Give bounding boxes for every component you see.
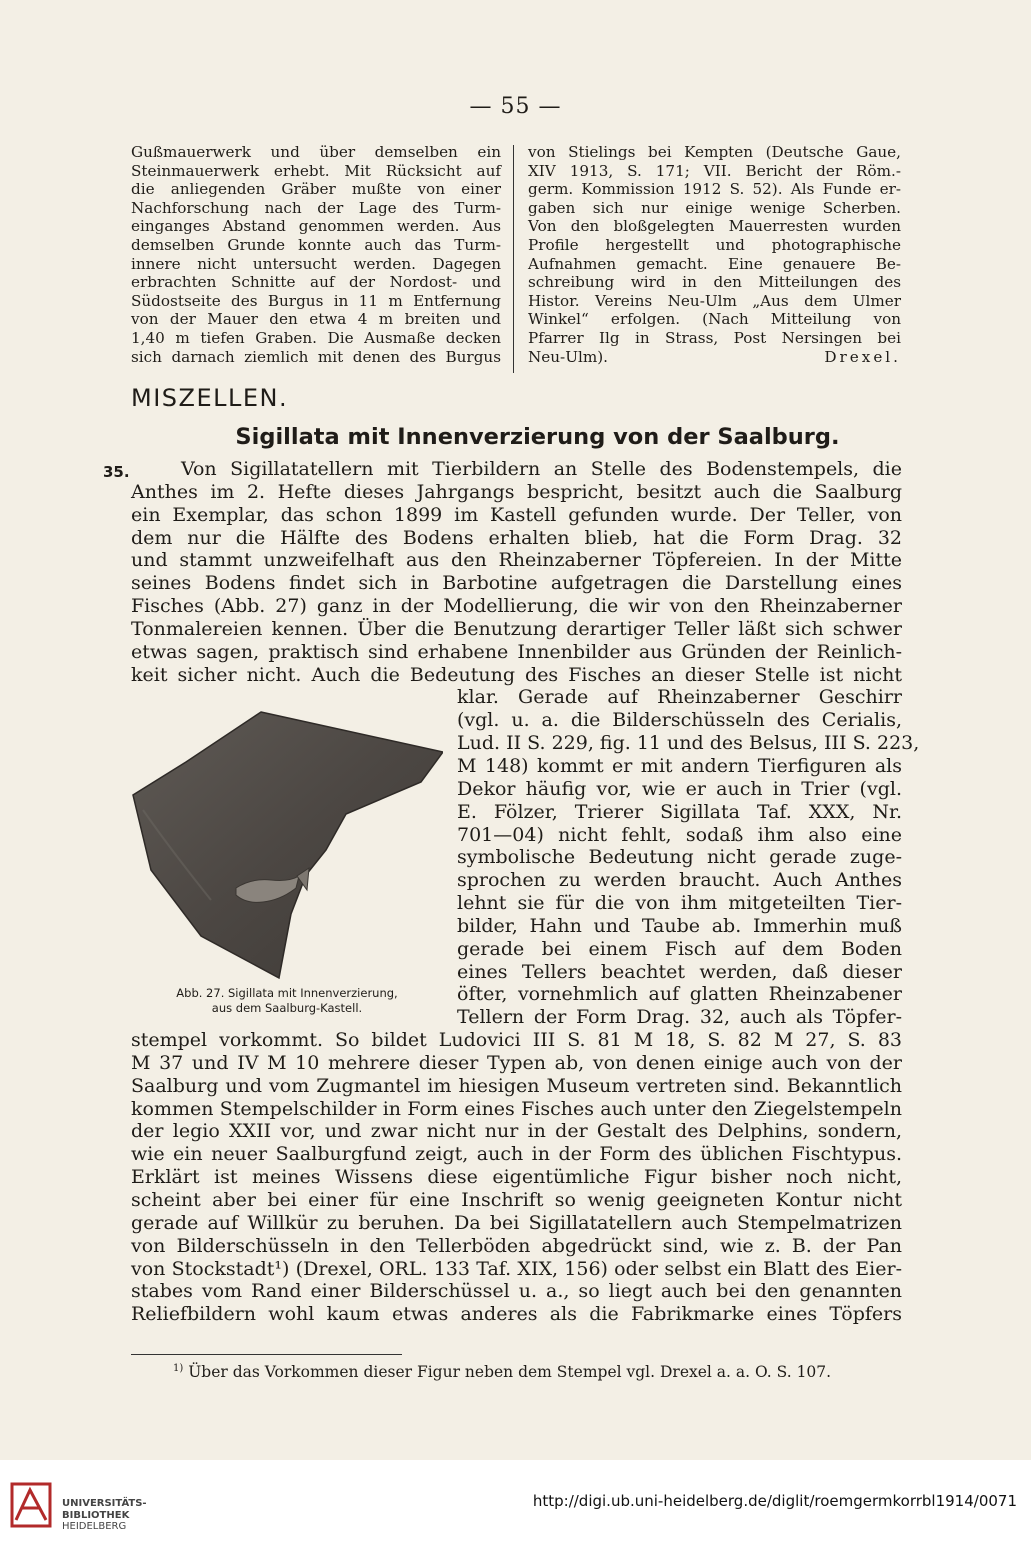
body-line: dem nur die Hälfte des Bodens erhalten blieb, hat die Form Drag. 32 xyxy=(131,526,902,549)
footnote xyxy=(173,1359,903,1382)
text-line: einganges Abstand genommen werden. Aus xyxy=(131,217,501,236)
body-line-wrapped: (vgl. u. a. die Bilderschüsseln des Cerialis, xyxy=(457,709,902,732)
text-line-end: Neu-Ulm). xyxy=(528,347,609,366)
text-line: Aufnahmen gemacht. Eine genauere Be- xyxy=(528,254,901,273)
top-two-column-text xyxy=(131,143,902,375)
author-signature: Drexel. xyxy=(824,347,901,366)
library-seal-icon xyxy=(10,1480,54,1530)
text-line: sich darnach ziemlich mit denen des Burgus xyxy=(131,347,501,366)
text-line: XIV 1913, S. 171; VII. Bericht der Röm.- xyxy=(528,161,901,180)
text-line-last xyxy=(528,348,901,367)
digitization-footer xyxy=(0,1460,1031,1548)
body-line: stempel vorkommt. So bildet Ludovici III S. 81 M 18, S. 82 M 27, S. 83 xyxy=(131,1029,902,1052)
text-line: 1,40 m tiefen Graben. Die Ausmaße decken xyxy=(131,328,501,347)
body-line-wrapped: 701—04) nicht fehlt, sodaß ihm also eine xyxy=(457,823,902,846)
text-line: Winkel“ erfolgen. (Nach Mitteilung von xyxy=(528,310,901,329)
body-line: M 37 und IV M 10 mehrere dieser Typen ab, von denen einige auch von der xyxy=(131,1051,902,1074)
text-line: demselben Grunde konnte auch das Turm- xyxy=(131,235,501,254)
logo-line: BIBLIOTHEK xyxy=(62,1509,130,1521)
left-column xyxy=(131,143,501,366)
body-line-wrapped: M 148) kommt er mit andern Tierfiguren als xyxy=(457,754,902,777)
article-title xyxy=(0,424,1031,450)
library-name xyxy=(62,1498,147,1533)
body-line: Fisches (Abb. 27) ganz in der Modellierung, die wir von den Rheinzaberner xyxy=(131,595,902,618)
body-line-wrapped: symbolische Bedeutung nicht gerade zuge- xyxy=(457,846,902,869)
source-url-link[interactable]: http://digi.ub.uni-heidelberg.de/diglit/roemgermkorrbl1914/0071 xyxy=(532,1492,1017,1510)
footnote-text: Über das Vorkommen dieser Figur neben dem Stempel vgl. Drexel a. a. O. S. 107. xyxy=(188,1363,832,1382)
text-line: erbrachten Schnitte auf der Nordost- und xyxy=(131,273,501,292)
section-title: MISZELLEN. xyxy=(131,384,289,412)
text-line: innere nicht untersucht werden. Dagegen xyxy=(131,254,501,273)
text-line: Südostseite des Burgus in 11 m Entfernung xyxy=(131,291,501,310)
logo-line: UNIVERSITÄTS- xyxy=(62,1498,147,1509)
column-divider xyxy=(513,145,514,373)
body-line: gerade auf Willkür zu beruhen. Da bei Sigillatatellern auch Stempelmatrizen xyxy=(131,1211,902,1234)
body-line: Von Sigillatatellern mit Tierbildern an Stelle des Bodenstempels, die xyxy=(181,458,902,480)
text-line: von Stielings bei Kempten (Deutsche Gaue, xyxy=(528,143,901,161)
body-line-wrapped: E. Fölzer, Trierer Sigillata Taf. XXX, Nr. xyxy=(457,800,902,823)
body-line-wrapped: öfter, vornehmlich auf glatten Rheinzabener xyxy=(457,983,902,1006)
pottery-sherd xyxy=(133,712,443,978)
body-line-wrapped: sprochen zu werden braucht. Auch Anthes xyxy=(457,869,902,892)
body-line: und stammt unzweifelhaft aus den Rheinzaberner Töpfereien. In der Mitte xyxy=(131,549,902,572)
body-line: ein Exemplar, das schon 1899 im Kastell gefunden wurde. Der Teller, von xyxy=(131,503,902,526)
caption-line: aus dem Saalburg-Kastell. xyxy=(211,1001,363,1015)
text-line: Profile hergestellt und photographische xyxy=(528,235,901,254)
sherd-photo xyxy=(131,700,443,990)
body-line-wrapped: klar. Gerade auf Rheinzaberner Geschirr xyxy=(457,686,902,709)
article-number: 35. xyxy=(103,463,130,481)
body-line: Reliefbildern wohl kaum etwas anderes als die Fabrikmarke eines Töpfers xyxy=(131,1303,902,1326)
body-line-wrapped: Tellern der Form Drag. 32, auch als Töpfer- xyxy=(457,1006,902,1029)
body-line: von Stockstadt¹) (Drexel, ORL. 133 Taf. XIX, 156) oder selbst ein Blatt des Eier- xyxy=(131,1257,902,1280)
body-line: Erklärt ist meines Wissens diese eigentümliche Figur bisher noch nicht, xyxy=(131,1166,902,1189)
text-line: Pfarrer Ilg in Strass, Post Nersingen bei xyxy=(528,328,901,347)
text-line: von der Mauer den etwa 4 m breiten und xyxy=(131,310,501,329)
text-line: gaben sich nur einige wenige Scherben. xyxy=(528,198,901,217)
body-line: Tonmalereien kennen. Über die Benutzung derartiger Teller läßt sich schwer xyxy=(131,617,902,640)
body-line: etwas sagen, praktisch sind erhabene Innenbilder aus Gründen der Reinlich- xyxy=(131,640,902,663)
text-line: schreibung wird in den Mitteilungen des xyxy=(528,273,901,292)
body-line-wrapped: Lud. II S. 229, fig. 11 und des Belsus, III S. 223, xyxy=(457,732,920,755)
caption-line: Abb. 27. Sigillata mit Innenverzierung, xyxy=(176,986,398,1000)
body-line: kommen Stempelschilder in Form eines Fisches auch unter den Ziegelstempeln xyxy=(131,1097,902,1120)
body-line: seines Bodens findet sich in Barbotine aufgetragen die Darstellung eines xyxy=(131,572,902,595)
footnote-rule xyxy=(131,1354,402,1355)
right-column xyxy=(528,143,901,366)
body-line: Saalburg und vom Zugmantel im hiesigen Museum vertreten sind. Bekanntlich xyxy=(131,1074,902,1097)
text-line: die anliegenden Gräber mußte von einer xyxy=(131,180,501,199)
text-line: Steinmauerwerk erhebt. Mit Rücksicht auf xyxy=(131,161,501,180)
body-line: wie ein neuer Saalburgfund zeigt, auch in der Form des üblichen Fischtypus. xyxy=(131,1143,902,1166)
text-line: Histor. Vereins Neu-Ulm „Aus dem Ulmer xyxy=(528,291,901,310)
body-line-wrapped: gerade bei einem Fisch auf dem Boden xyxy=(457,937,902,960)
body-line: keit sicher nicht. Auch die Bedeutung des Fisches an dieser Stelle ist nicht xyxy=(131,663,902,686)
logo-line: HEIDELBERG xyxy=(62,1521,127,1532)
body-line-wrapped: lehnt sie für die von ihm mitgeteilten Tier- xyxy=(457,892,902,915)
body-line: Anthes im 2. Hefte dieses Jahrgangs bespricht, besitzt auch die Saalburg xyxy=(131,480,902,503)
figure-abb-27 xyxy=(131,700,443,1030)
body-line: der legio XXII vor, und zwar nicht nur in der Gestalt des Delphins, sondern, xyxy=(131,1120,902,1143)
body-line: von Bilderschüsseln in den Tellerböden abgedrückt sind, wie z. B. der Pan xyxy=(131,1234,902,1257)
body-line-wrapped: eines Tellers beachtet werden, daß dieser xyxy=(457,960,902,983)
body-line: stabes vom Rand einer Bilderschüssel u. a., so liegt auch bei den genannten xyxy=(131,1280,902,1303)
footnote-marker: 1) xyxy=(173,1363,184,1374)
library-logo xyxy=(10,1480,170,1538)
text-line: germ. Kommission 1912 S. 52). Als Funde er- xyxy=(528,180,901,199)
body-line: scheint aber bei einer für eine Inschrift so wenig geeigneten Kontur nicht xyxy=(131,1189,902,1211)
figure-caption xyxy=(131,986,443,1016)
page-number: — 55 — xyxy=(469,94,562,119)
body-line-wrapped: bilder, Hahn und Taube ab. Immerhin muß xyxy=(457,914,902,937)
body-line-wrapped: Dekor häufig vor, wie er auch in Trier (vgl. xyxy=(457,777,902,800)
article-title-text: Sigillata mit Innenverzierung von der Saalburg. xyxy=(235,424,840,450)
text-line: Von den bloßgelegten Mauerresten wurden xyxy=(528,217,901,236)
text-line: Gußmauerwerk und über demselben ein xyxy=(131,143,501,161)
text-line: Nachforschung nach der Lage des Turm- xyxy=(131,198,501,217)
